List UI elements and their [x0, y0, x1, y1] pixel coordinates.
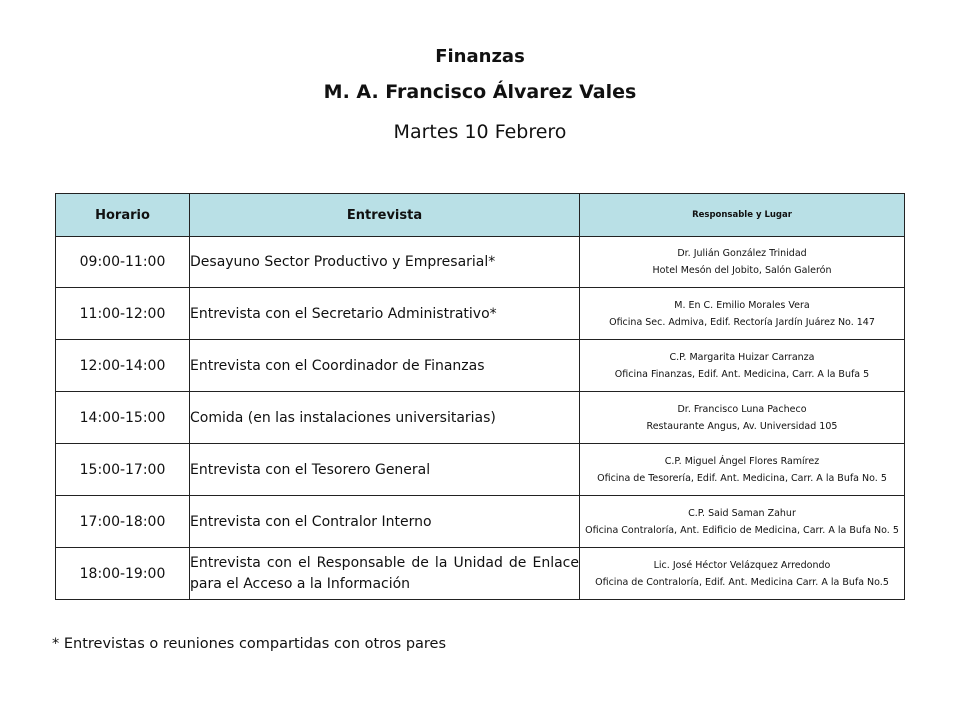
- responsible-person: M. En C. Emilio Morales Vera: [674, 299, 810, 311]
- responsible-place: Oficina Sec. Admiva, Edif. Rectoría Jardín Juárez No. 147: [609, 316, 875, 328]
- time-cell: 17:00-18:00: [56, 496, 190, 548]
- responsible-cell: [580, 288, 905, 340]
- responsible-place: Oficina Contraloría, Ant. Edificio de Medicina, Carr. A la Bufa No. 5: [585, 524, 899, 536]
- table-header-row: [56, 194, 905, 237]
- time-cell: 15:00-17:00: [56, 444, 190, 496]
- interview-cell: Entrevista con el Responsable de la Unidad de Enlace para el Acceso a la Información: [190, 548, 580, 600]
- table-row: [56, 392, 905, 444]
- responsible-cell: [580, 444, 905, 496]
- table-row: [56, 548, 905, 600]
- time-cell: 12:00-14:00: [56, 340, 190, 392]
- area-title: Finanzas: [435, 46, 525, 67]
- responsible-place: Oficina de Contraloría, Edif. Ant. Medicina Carr. A la Bufa No.5: [595, 576, 889, 588]
- responsible-person: C.P. Margarita Huizar Carranza: [669, 351, 815, 363]
- interview-cell: Entrevista con el Coordinador de Finanzas: [190, 340, 580, 392]
- time-cell: 11:00-12:00: [56, 288, 190, 340]
- responsible-person: Dr. Francisco Luna Pacheco: [677, 403, 807, 415]
- footnote: * Entrevistas o reuniones compartidas con otros pares: [52, 636, 447, 652]
- interview-cell: Entrevista con el Contralor Interno: [190, 496, 580, 548]
- interview-cell: Desayuno Sector Productivo y Empresarial*: [190, 237, 580, 288]
- responsible-place: Hotel Mesón del Jobito, Salón Galerón: [652, 265, 832, 276]
- responsible-person: C.P. Miguel Ángel Flores Ramírez: [664, 455, 820, 467]
- person-title: M. A. Francisco Álvarez Vales: [323, 81, 637, 103]
- responsible-cell: [580, 548, 905, 600]
- time-cell: 18:00-19:00: [56, 548, 190, 600]
- date-title: Martes 10 Febrero: [393, 121, 567, 143]
- interview-cell: Entrevista con el Tesorero General: [190, 444, 580, 496]
- responsible-place: Oficina Finanzas, Edif. Ant. Medicina, Carr. A la Bufa 5: [614, 368, 870, 380]
- time-cell: 09:00-11:00: [56, 237, 190, 288]
- responsible-cell: [580, 496, 905, 548]
- table-row: [56, 237, 905, 288]
- column-header-horario: Horario: [56, 194, 190, 237]
- responsible-cell: [580, 237, 905, 288]
- responsible-place: Oficina de Tesorería, Edif. Ant. Medicina, Carr. A la Bufa No. 5: [597, 472, 887, 484]
- table-row: [56, 288, 905, 340]
- table-row: [56, 496, 905, 548]
- table-row: [56, 340, 905, 392]
- schedule-table: [55, 193, 905, 600]
- responsible-person: C.P. Said Saman Zahur: [688, 507, 796, 519]
- interview-cell: Entrevista con el Secretario Administrativo*: [190, 288, 580, 340]
- responsible-person: Dr. Julián González Trinidad: [677, 248, 807, 259]
- responsible-cell: [580, 340, 905, 392]
- column-header-responsable: Responsable y Lugar: [580, 194, 905, 237]
- table-row: [56, 444, 905, 496]
- title-block: [0, 40, 960, 150]
- column-header-entrevista: Entrevista: [190, 194, 580, 237]
- responsible-person: Lic. José Héctor Velázquez Arredondo: [653, 559, 831, 571]
- interview-cell: Comida (en las instalaciones universitarias): [190, 392, 580, 444]
- responsible-place: Restaurante Angus, Av. Universidad 105: [646, 420, 838, 432]
- time-cell: 14:00-15:00: [56, 392, 190, 444]
- responsible-cell: [580, 392, 905, 444]
